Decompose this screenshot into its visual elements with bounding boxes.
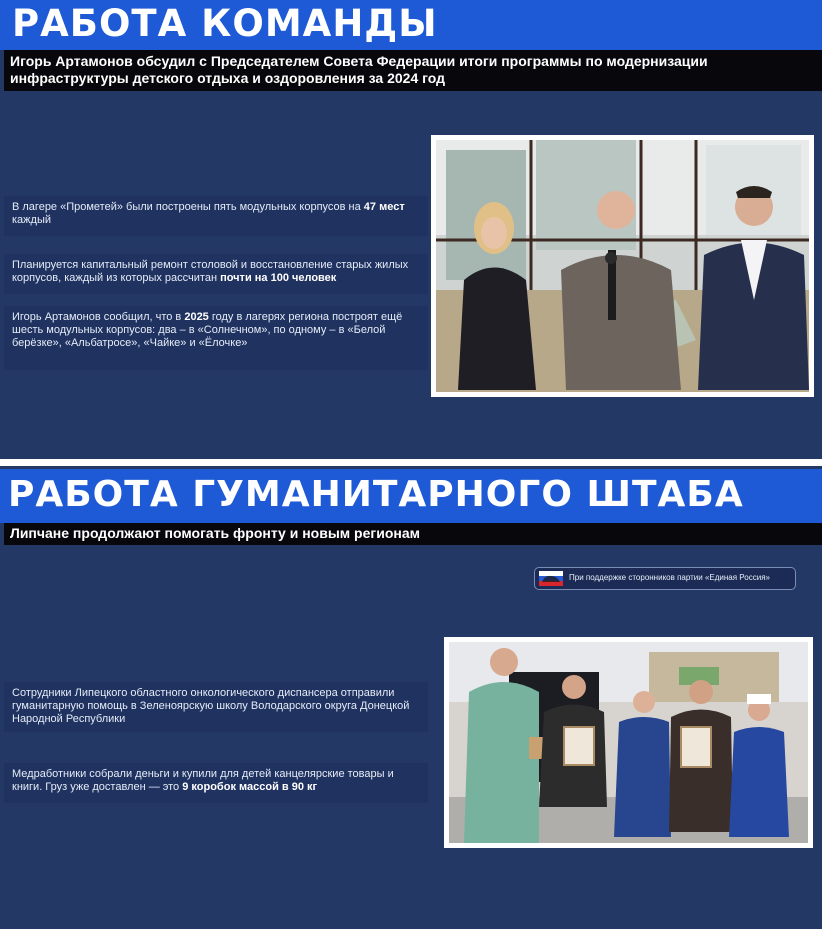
slide-separator xyxy=(0,459,828,466)
people-at-camp-illustration xyxy=(436,140,809,392)
slide-team-work xyxy=(0,0,828,459)
fact-text: Планируется капитальный ремонт столовой и восстановление старых жилых корпусов, каждый из которых рассчитан xyxy=(12,259,409,284)
slide-title: РАБОТА КОМАНДЫ xyxy=(0,0,822,50)
party-support-badge xyxy=(534,567,796,590)
slide-title: РАБОТА ГУМАНИТАРНОГО ШТАБА xyxy=(0,469,822,523)
event-photo xyxy=(431,135,814,397)
fact-card xyxy=(4,763,428,803)
fact-text: В лагере «Прометей» были построены пять модульных корпусов на xyxy=(12,201,364,213)
slide-humanitarian-work xyxy=(0,466,828,929)
right-edge xyxy=(822,0,828,459)
event-photo-image xyxy=(436,140,809,392)
slide-subtitle: Липчане продолжают помогать фронту и новым регионам xyxy=(4,523,822,545)
fact-card xyxy=(4,682,428,732)
slide-subtitle: Игорь Артамонов обсудил с Председателем Совета Федерации итоги программы по модернизации инфраструктуры детского отдыха и оздоровления за 2024 год xyxy=(4,50,822,91)
party-support-label: При поддержке сторонников партии «Единая Россия» xyxy=(569,573,770,582)
fact-text: Сотрудники Липецкого областного онкологического диспансера отправили гуманитарную помощь в Зеленоярскую школу Володарского округа Донецкой Народной Республики xyxy=(12,687,410,725)
aid-photo-image xyxy=(449,642,808,843)
fact-text: Медработники собрали деньги и купили для детей канцелярские товары и книги. Груз уже доставлен — это xyxy=(12,768,394,793)
right-edge xyxy=(822,466,828,929)
fact-card xyxy=(4,254,428,294)
fact-highlight: 2025 xyxy=(184,311,209,323)
fact-highlight: почти на 100 человек xyxy=(220,272,337,284)
fact-highlight: 47 мест xyxy=(363,201,405,213)
fact-text: Игорь Артамонов сообщил, что в xyxy=(12,311,185,323)
fact-highlight: 9 коробок массой в 90 кг xyxy=(182,781,318,793)
fact-text: каждый xyxy=(12,214,51,226)
party-bear-logo-icon xyxy=(539,571,563,586)
fact-text: году в лагерях региона построят ещё шесть модульных корпусов: два – в «Солнечном», по одному – в «Белой берёзке», «Альбатросе», «Чайке» и «Ёлочке» xyxy=(12,311,403,349)
medical-workers-with-boxes-illustration xyxy=(449,642,808,843)
fact-card xyxy=(4,196,428,236)
aid-photo xyxy=(444,637,813,848)
fact-card xyxy=(4,306,428,370)
